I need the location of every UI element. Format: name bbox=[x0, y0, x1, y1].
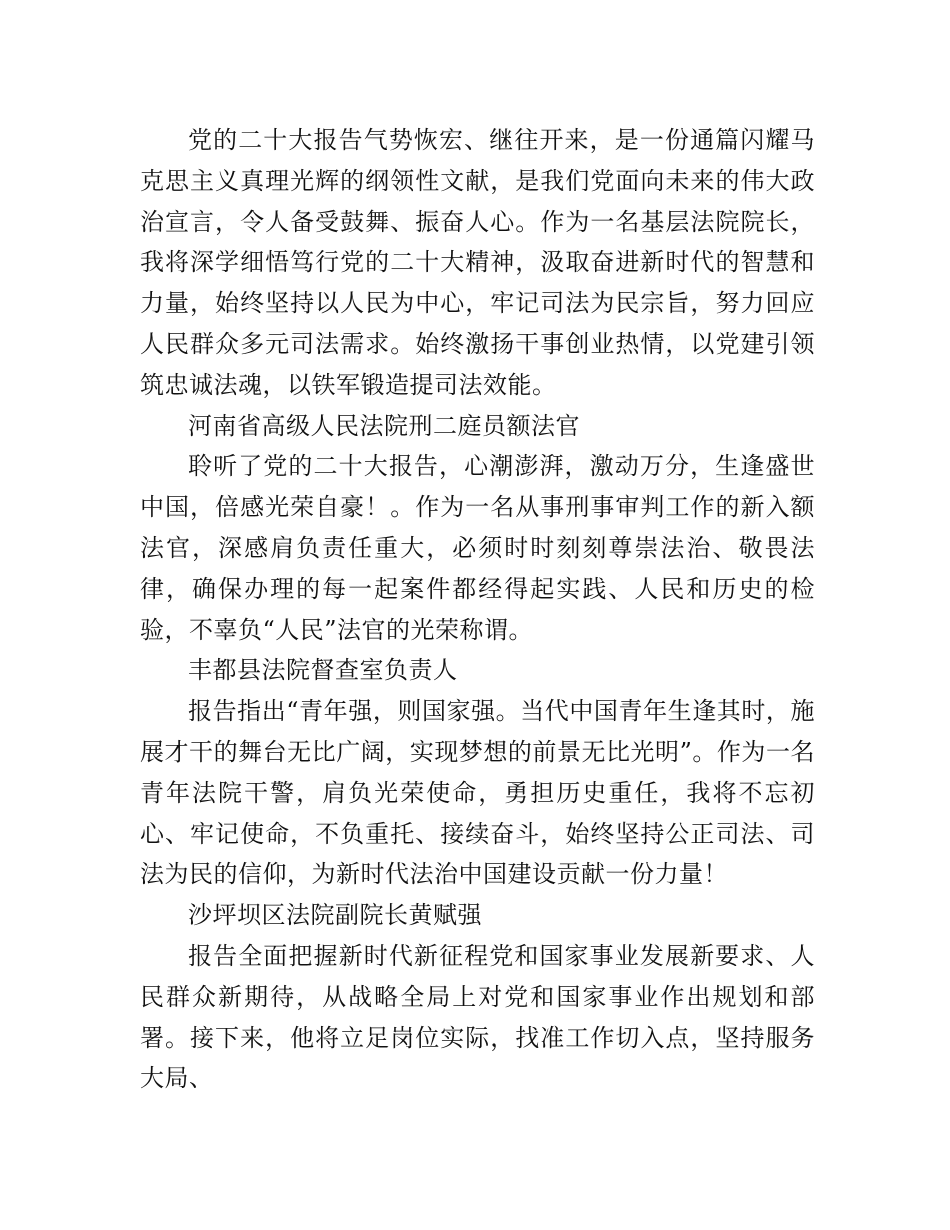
speaker-fengdu-supervision-head: 丰都县法院督查室负责人 bbox=[188, 656, 458, 685]
paragraph-criminal-judge-reflection: 聆听了党的二十大报告，心潮澎湃，激动万分，生逢盛世中国，倍感光荣自豪！。作为一名从事刑事审判工作的新入额法官，深感肩负责任重大，必须时时刻刻尊崇法治、敬畏法律，确保办理的每一起案件都经得起实践、人民和历史的检验，不辜负“人民”法官的光荣称谓。 bbox=[140, 452, 815, 644]
paragraph-court-president-reflection: 党的二十大报告气势恢宏、继往开来，是一份通篇闪耀马克思主义真理光辉的纲领性文献，是我们党面向未来的伟大政治宣言，令人备受鼓舞、振奋人心。作为一名基层法院院长，我将深学细悟笃行党的二十大精神，汲取奋进新时代的智慧和力量，始终坚持以人民为中心，牢记司法为民宗旨，努力回应人民群众多元司法需求。始终激扬干事创业热情，以党建引领筑忠诚法魂，以铁军锻造提司法效能。 bbox=[140, 126, 815, 399]
speaker-henan-criminal-judge: 河南省高级人民法院刑二庭员额法官 bbox=[188, 411, 580, 440]
paragraph-youth-reflection: 报告指出“青年强，则国家强。当代中国青年生逢其时，施展才干的舞台无比广阔，实现梦想的前景无比光明”。作为一名青年法院干警，肩负光荣使命，勇担历史重任，我将不忘初心、牢记使命，不负重托、接续奋斗，始终坚持公正司法、司法为民的信仰，为新时代法治中国建设贡献一份力量！ bbox=[140, 697, 815, 889]
speaker-shapingba-vice-president: 沙坪坝区法院副院长黄赋强 bbox=[188, 901, 482, 930]
document-page bbox=[140, 120, 815, 1099]
paragraph-strategic-reflection: 报告全面把握新时代新征程党和国家事业发展新要求、人民群众新期待，从战略全局上对党和国家事业作出规划和部署。接下来，他将立足岗位实际，找准工作切入点，坚持服务大局、 bbox=[140, 941, 815, 1093]
